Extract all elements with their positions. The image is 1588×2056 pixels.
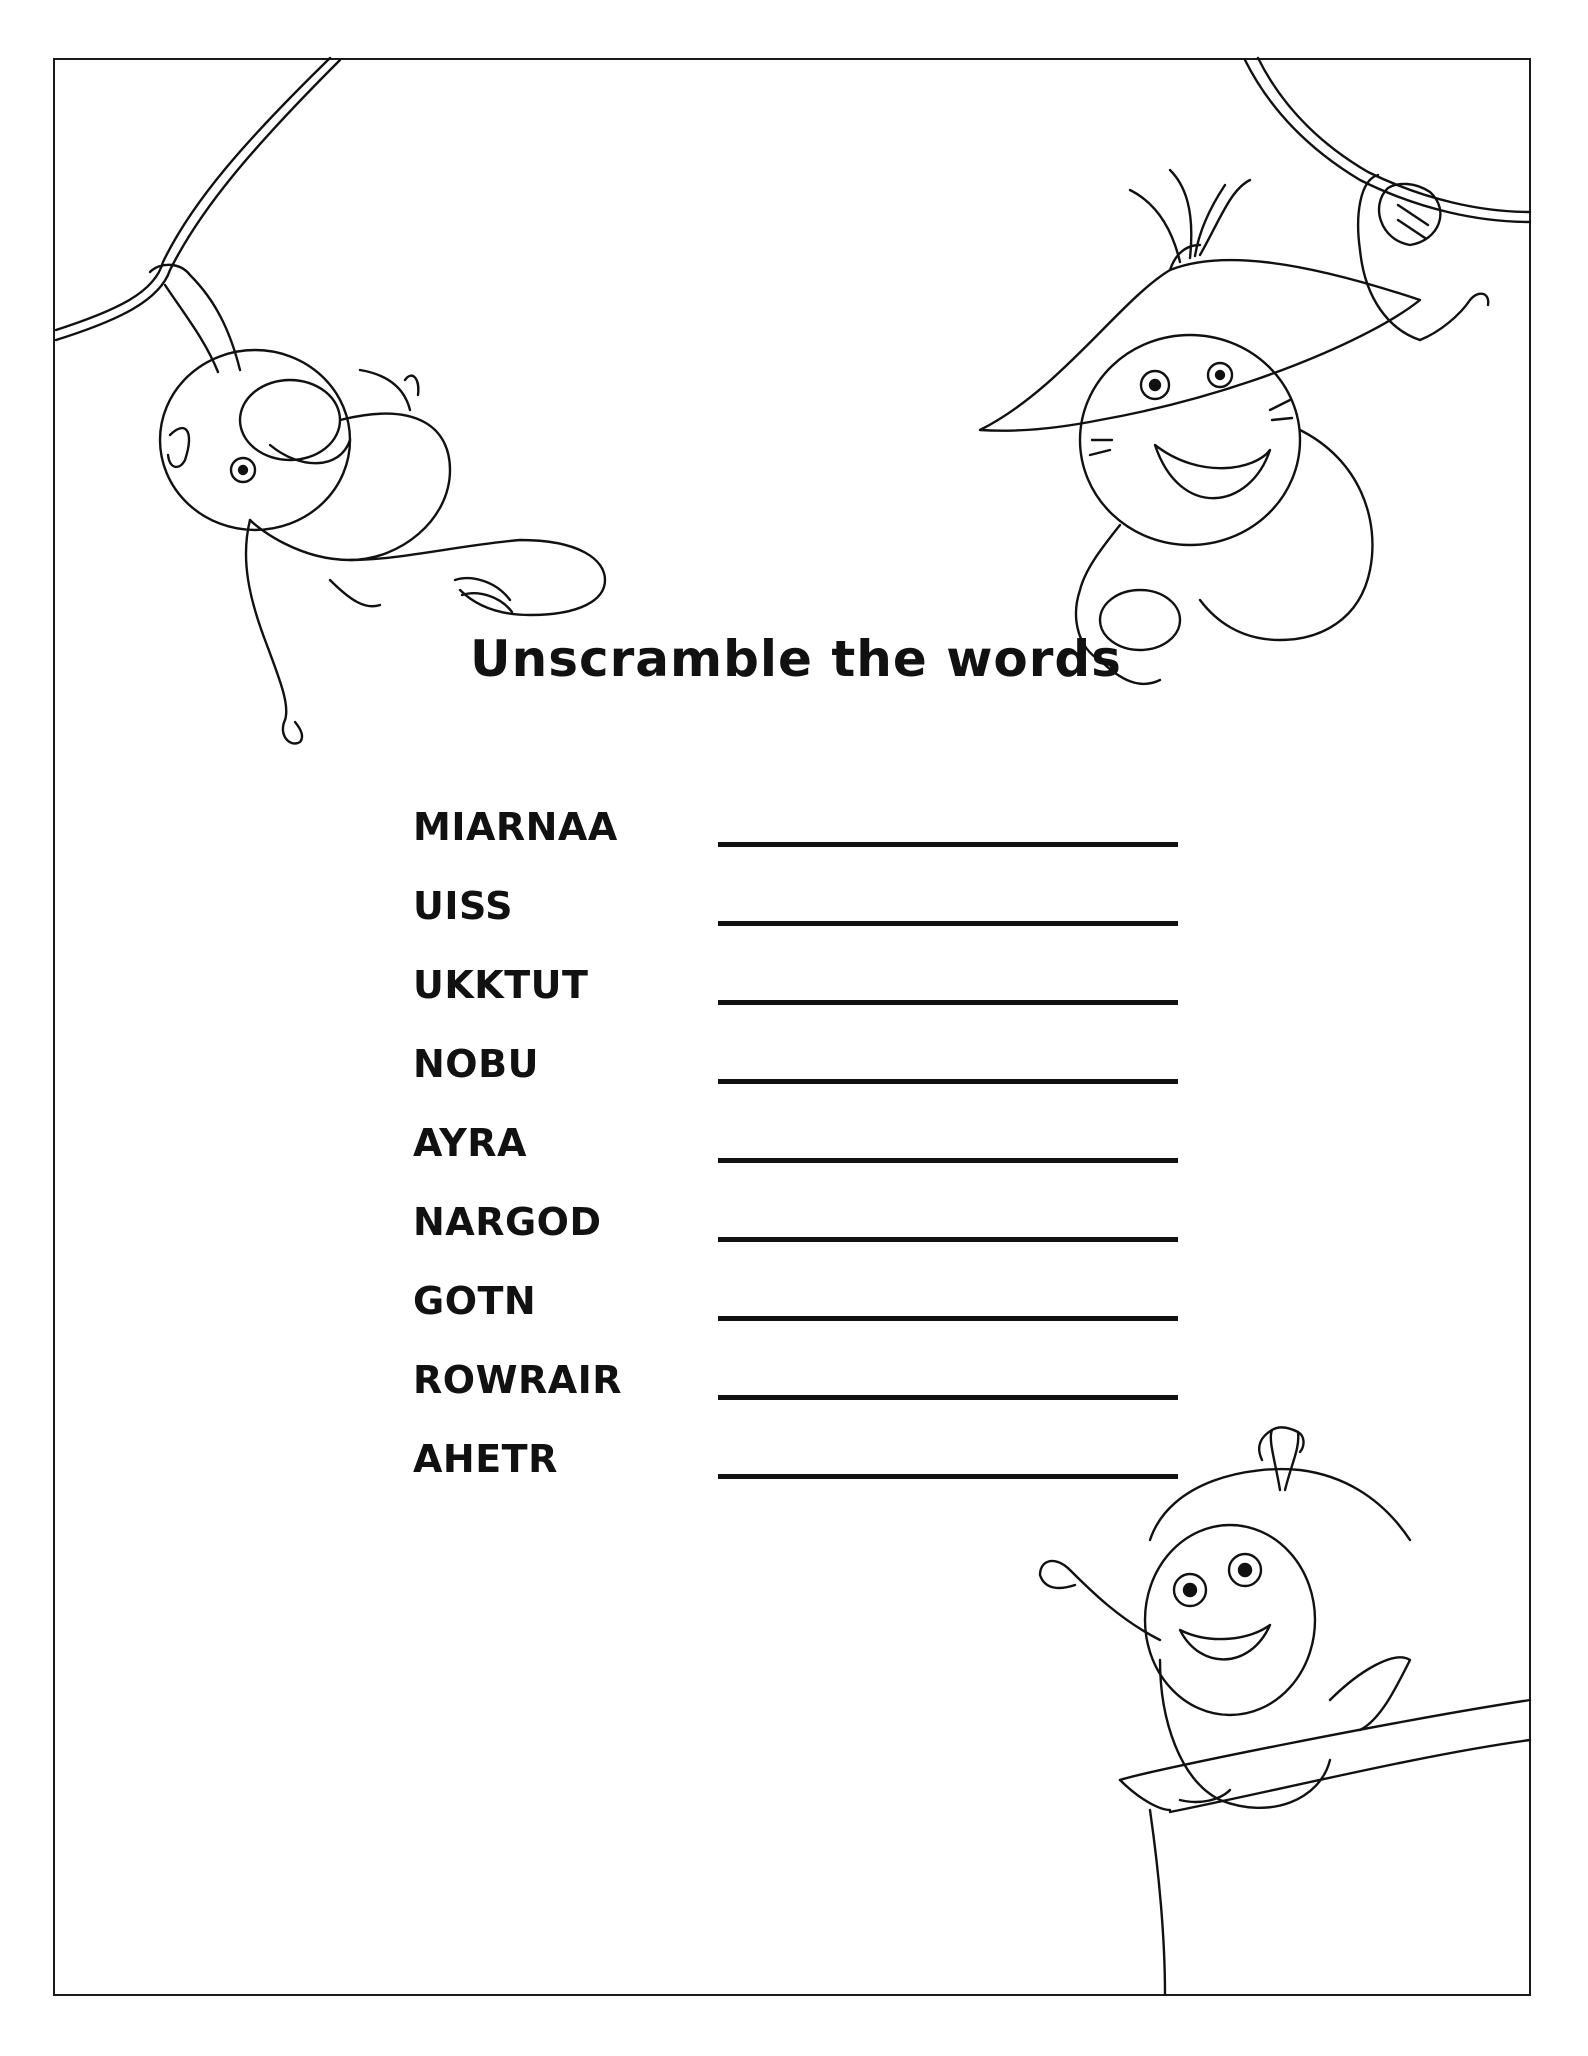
scrambled-word: UISS — [413, 884, 514, 928]
pot — [1120, 1700, 1530, 1780]
answer-line[interactable] — [718, 1395, 1178, 1400]
scrambled-word: AHETR — [413, 1437, 558, 1481]
scrambled-word: UKKTUT — [413, 963, 589, 1007]
word-row — [413, 1200, 1183, 1260]
scrambled-word: NARGOD — [413, 1200, 602, 1244]
word-row — [413, 1279, 1183, 1339]
word-row — [413, 963, 1183, 1023]
answer-line[interactable] — [718, 1237, 1178, 1242]
worksheet-title: Unscramble the words — [470, 630, 1122, 688]
word-row — [413, 1437, 1183, 1497]
scrambled-word: AYRA — [413, 1121, 527, 1165]
answer-line[interactable] — [718, 1158, 1178, 1163]
word-row — [413, 805, 1183, 865]
answer-line[interactable] — [718, 1079, 1178, 1084]
scrambled-word: NOBU — [413, 1042, 539, 1086]
word-row — [413, 1121, 1183, 1181]
scrambled-word: GOTN — [413, 1279, 537, 1323]
word-row — [413, 1042, 1183, 1102]
scrambled-word: ROWRAIR — [413, 1358, 623, 1402]
answer-line[interactable] — [718, 1474, 1178, 1479]
word-row — [413, 884, 1183, 944]
monkey-head-bottom — [1145, 1525, 1315, 1715]
answer-line[interactable] — [718, 921, 1178, 926]
answer-line[interactable] — [718, 1316, 1178, 1321]
scrambled-word: MIARNAA — [413, 805, 618, 849]
answer-line[interactable] — [718, 842, 1178, 847]
word-row — [413, 1358, 1183, 1418]
answer-line[interactable] — [718, 1000, 1178, 1005]
